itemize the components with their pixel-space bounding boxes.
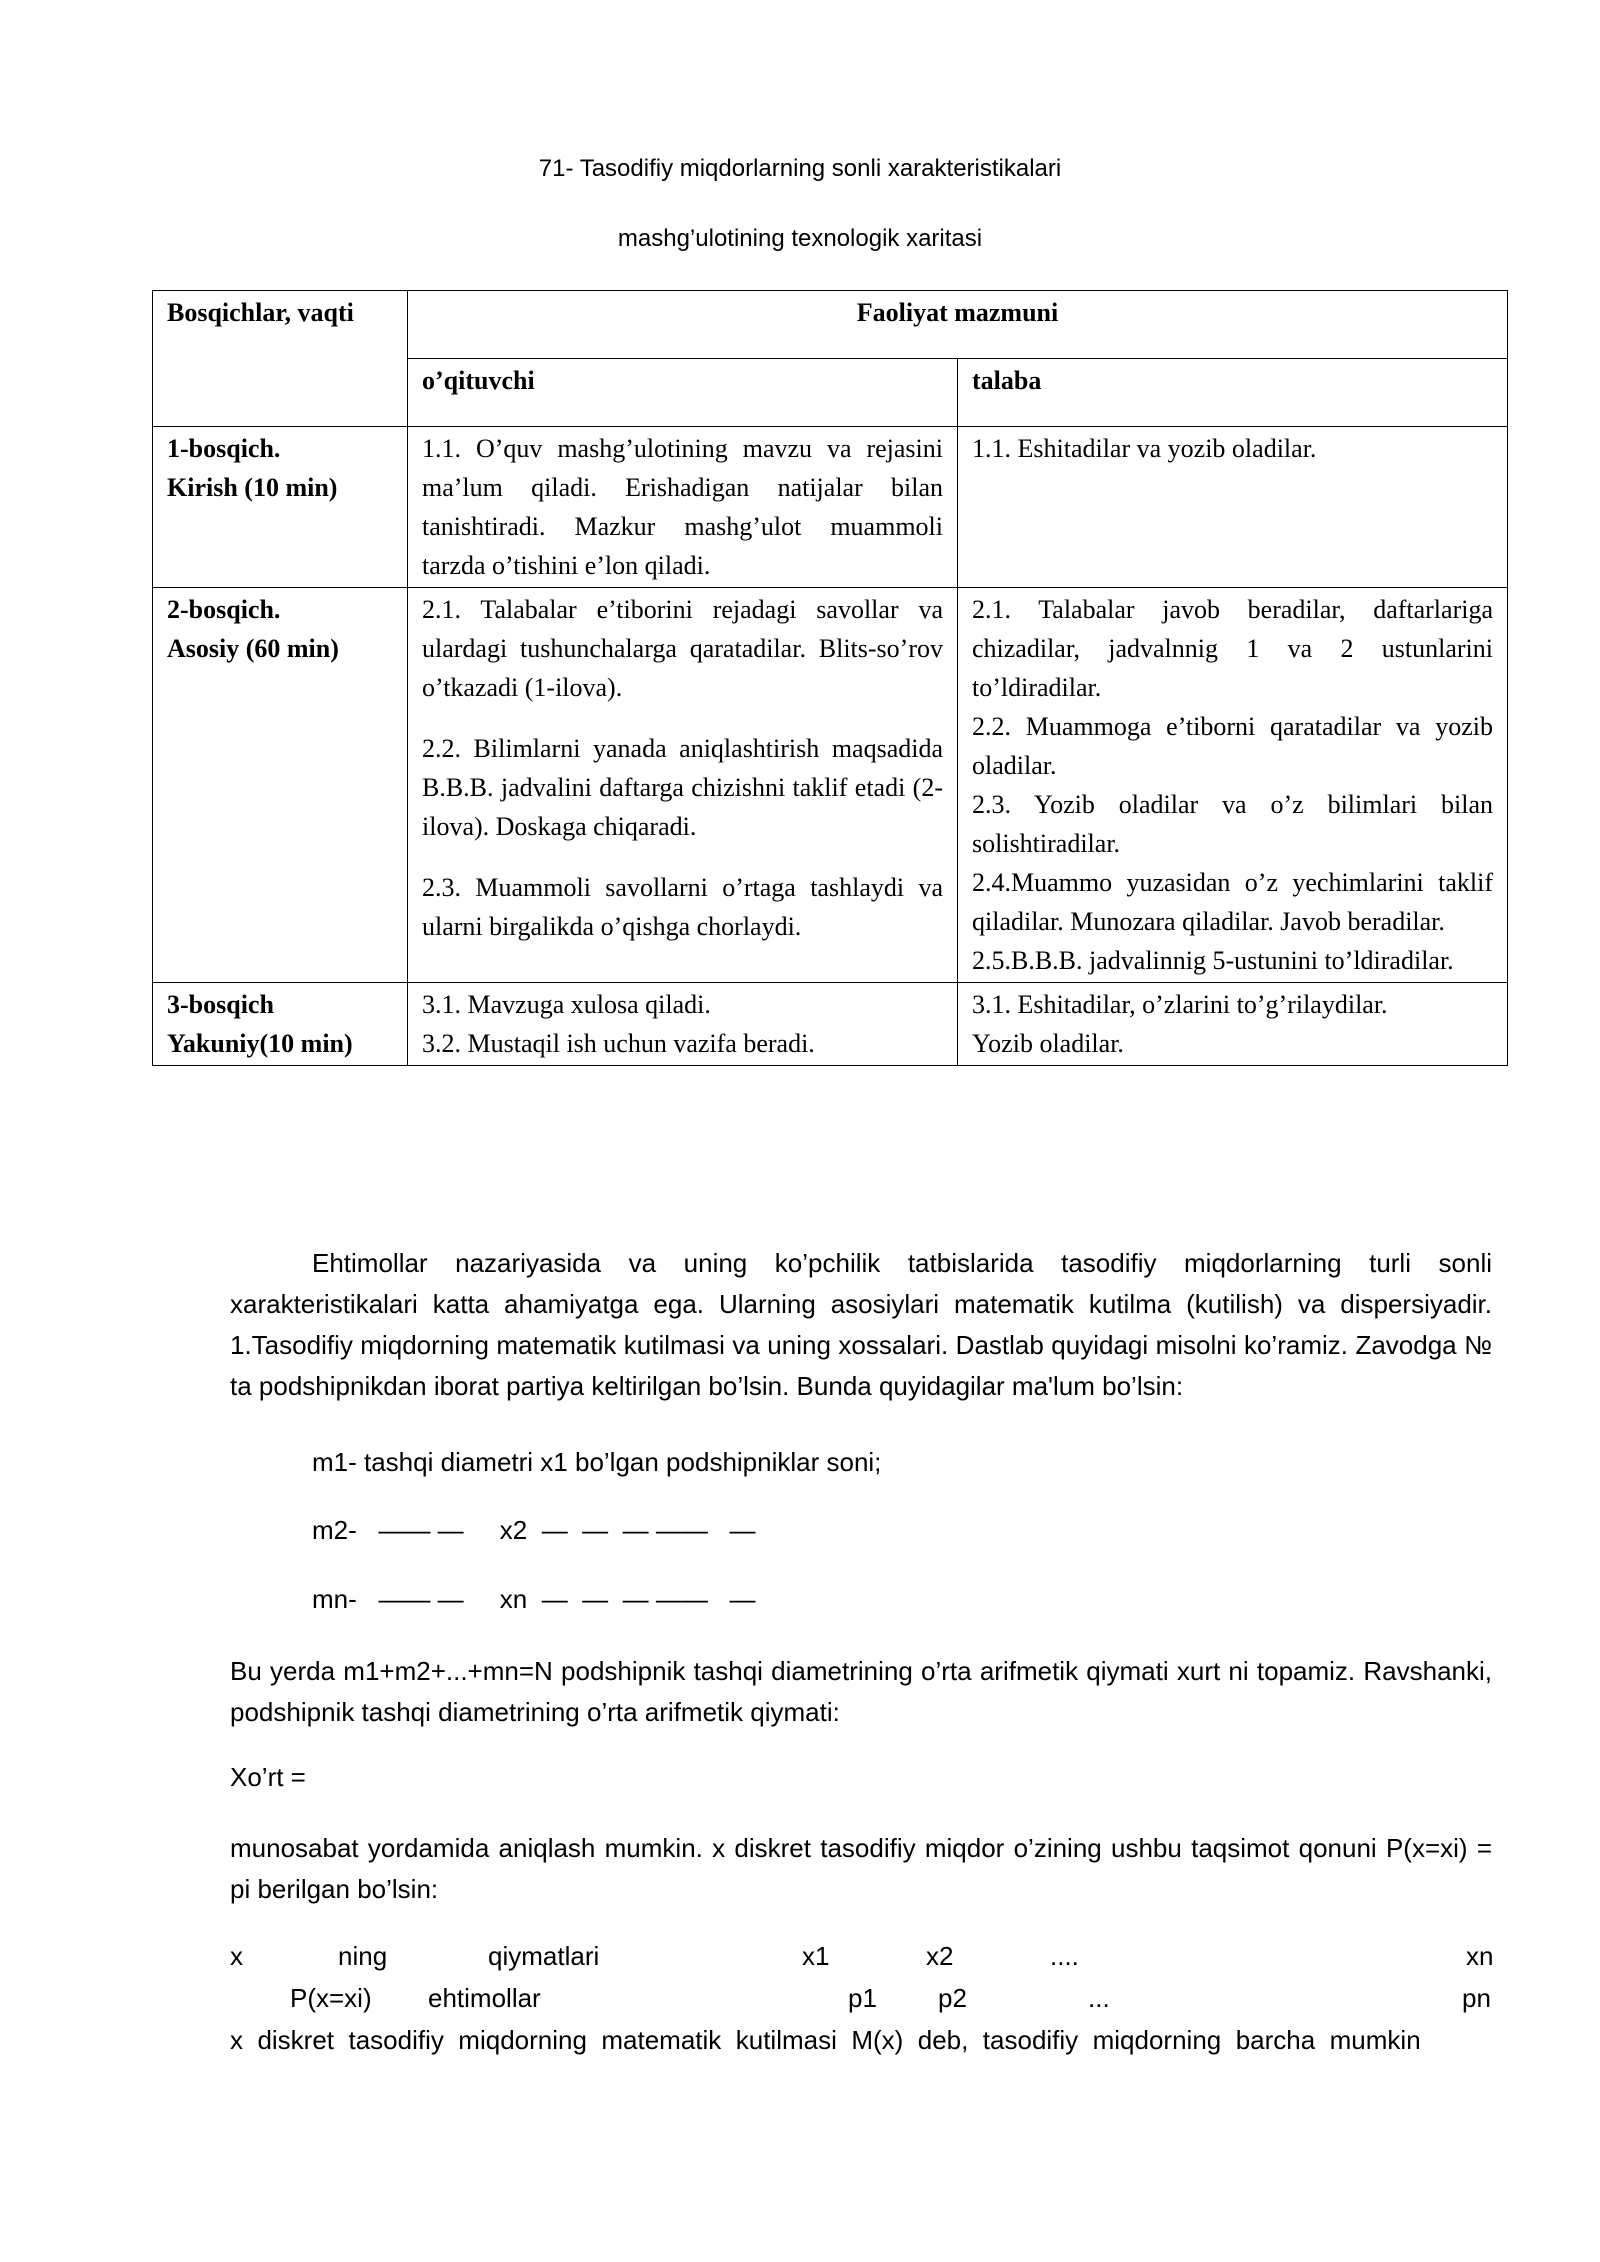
- dist-cell: P(x=xi): [290, 1983, 372, 2013]
- student-activity: 2.1. Talabalar javob beradilar, daftarlariga chizadilar, jadvalnnig 1 va 2 ustunlarini to’ldiradilar.: [972, 595, 1493, 702]
- header-stages: Bosqichlar, vaqti: [153, 291, 408, 427]
- dist-cell: pn: [1462, 1983, 1491, 2013]
- mean-paragraph: [230, 1651, 1492, 1733]
- teacher-cell: [408, 427, 958, 588]
- header-activity: Faoliyat mazmuni: [408, 291, 1508, 359]
- stage-name: 1-bosqich.: [167, 434, 281, 463]
- expectation-definition-line: x diskret tasodifiy miqdorning matematik kutilmasi M(x) deb, tasodifiy miqdorning barcha mumkin: [230, 2025, 1421, 2055]
- header-teacher: o’qituvchi: [408, 359, 958, 427]
- student-activity: 2.5.B.B.B. jadvalinnig 5-ustunini to’ldiradilar.: [972, 946, 1454, 975]
- teacher-cell: [408, 983, 958, 1066]
- paragraph-text: munosabat yordamida aniqlash mumkin. x diskret tasodifiy miqdor o’zining ushbu taqsimot qonuni P(x=xi) = pi berilgan bo’lsin:: [230, 1833, 1492, 1904]
- student-cell: [958, 427, 1508, 588]
- paragraph-text: Ehtimollar nazariyasida va uning ko’pchilik tatbislarida tasodifiy miqdorlarning turli sonli xarakteristikalari katta ahamiyatga ega. Ularning asosiylari matematik kutilma (kutilish) va dispersiyadir. 1.Tasodifiy miqdorning matematik kutilmasi va uning xossalari. Dastlab quyidagi misolni ko’ramiz. Zavodga № ta podshipnikdan iborat partiya keltirilgan bo’lsin. Bunda quyidagilar ma'lum bo’lsin:: [230, 1248, 1492, 1401]
- table-header-row: [153, 291, 1508, 359]
- mn-line: mn- —— — xn — — — —— —: [312, 1584, 756, 1614]
- stage-name: 3-bosqich: [167, 990, 274, 1019]
- stage-cell: [153, 983, 408, 1066]
- m2-line: m2- —— — x2 — — — —— —: [312, 1515, 756, 1545]
- dist-cell: x2: [926, 1941, 954, 1971]
- stage-name: 2-bosqich.: [167, 595, 281, 624]
- dist-cell: x: [230, 1941, 243, 1971]
- stage-time: Kirish (10 min): [167, 473, 338, 502]
- intro-paragraph: [230, 1243, 1492, 1407]
- dist-cell: xn: [1466, 1941, 1494, 1971]
- distribution-paragraph: [230, 1828, 1492, 1910]
- student-activity: 3.1. Eshitadilar, o’zlarini to’g’rilaydilar.: [972, 990, 1388, 1019]
- dist-cell: p2: [938, 1983, 967, 2013]
- table-row: [153, 427, 1508, 588]
- document-subtitle: mashg’ulotining texnologik xaritasi: [617, 225, 983, 252]
- student-activity: 2.3. Yozib oladilar va o’z bilimlari bilan solishtiradilar.: [972, 790, 1493, 858]
- header-student: talaba: [958, 359, 1508, 427]
- teacher-activity: 2.3. Muammoli savollarni o’rtaga tashlaydi va ularni birgalikda o’qishga chorlaydi.: [422, 873, 943, 941]
- dist-cell: p1: [848, 1983, 877, 2013]
- xort-formula: Xo’rt =: [230, 1762, 306, 1792]
- stage-time: Yakuniy(10 min): [167, 1029, 353, 1058]
- student-activity: 2.2. Muammoga e’tiborni qaratadilar va yozib oladilar.: [972, 712, 1493, 780]
- document-title: 71- Tasodifiy miqdorlarning sonli xarakteristikalari: [538, 155, 1062, 182]
- student-cell: [958, 588, 1508, 983]
- dist-cell: ....: [1050, 1941, 1079, 1971]
- student-activity: 2.4.Muammo yuzasidan o’z yechimlarini taklif qiladilar. Munozara qiladilar. Javob beradilar.: [972, 868, 1493, 936]
- teacher-activity: 3.2. Mustaqil ish uchun vazifa beradi.: [422, 1029, 815, 1058]
- teacher-activity: 3.1. Mavzuga xulosa qiladi.: [422, 990, 711, 1019]
- student-activity: Yozib oladilar.: [972, 1029, 1124, 1058]
- paragraph-text: Bu yerda m1+m2+...+mn=N podshipnik tashqi diametrining o’rta arifmetik qiymati xurt ni topamiz. Ravshanki, podshipnik tashqi diametrining o’rta arifmetik qiymati:: [230, 1656, 1492, 1727]
- stage-cell: [153, 588, 408, 983]
- stage-time: Asosiy (60 min): [167, 634, 339, 663]
- dist-cell: qiymatlari: [488, 1941, 600, 1971]
- m1-line: m1- tashqi diametri x1 bo’lgan podshipniklar soni;: [312, 1447, 882, 1477]
- dist-cell: ehtimollar: [428, 1983, 541, 2013]
- teacher-cell: [408, 588, 958, 983]
- dist-cell: ning: [338, 1941, 388, 1971]
- teacher-activity: 2.1. Talabalar e’tiborini rejadagi savollar va ulardagi tushunchalarga qaratadilar. Blits-so’rov o’tkazadi (1-ilova).: [422, 595, 943, 702]
- teacher-activity: 2.2. Bilimlarni yanada aniqlashtirish maqsadida B.B.B. jadvalini daftarga chizishni taklif etadi (2-ilova). Doskaga chiqaradi.: [422, 734, 943, 841]
- dist-cell: x1: [802, 1941, 830, 1971]
- technology-map-table: [152, 290, 1508, 1066]
- student-cell: [958, 983, 1508, 1066]
- student-activity: 1.1. Eshitadilar va yozib oladilar.: [972, 434, 1317, 463]
- dist-cell: ...: [1088, 1983, 1110, 2013]
- teacher-activity: 1.1. O’quv mashg’ulotining mavzu va rejasini ma’lum qiladi. Erishadigan natijalar bilan tanishtiradi. Mazkur mashg’ulot muammoli tarzda o’tishini e’lon qiladi.: [422, 434, 943, 580]
- stage-cell: [153, 427, 408, 588]
- table-row: [153, 588, 1508, 983]
- table-row: [153, 983, 1508, 1066]
